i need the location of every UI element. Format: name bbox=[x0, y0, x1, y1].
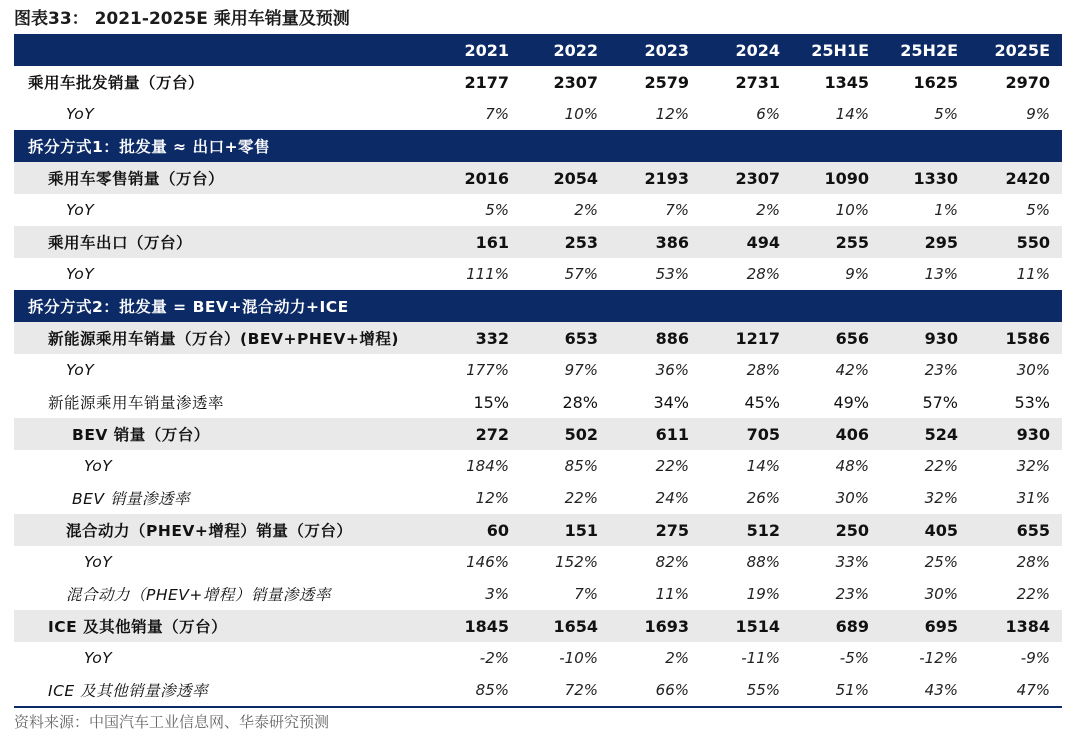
table-cell: 1514 bbox=[735, 616, 780, 636]
row-label: BEV 销量渗透率 bbox=[72, 490, 190, 508]
column-header: 2025E bbox=[994, 40, 1050, 60]
table-cell: 2579 bbox=[644, 72, 689, 92]
table-cell: 53% bbox=[1014, 392, 1050, 412]
table-row bbox=[14, 194, 1062, 226]
row-label: 乘用车出口（万台） bbox=[48, 234, 193, 252]
table-cell: 55% bbox=[746, 681, 780, 699]
table-cell: 60 bbox=[486, 520, 509, 540]
row-label: 乘用车批发销量（万台） bbox=[28, 74, 205, 92]
table-cell: 886 bbox=[655, 328, 689, 348]
table-cell: 33% bbox=[835, 553, 869, 571]
table-cell: 14% bbox=[746, 457, 780, 475]
table-cell: 255 bbox=[835, 232, 869, 252]
table-cell: 695 bbox=[924, 616, 958, 636]
table-cell: 655 bbox=[1016, 520, 1050, 540]
row-label: YoY bbox=[66, 361, 95, 379]
table-cell: 151 bbox=[564, 520, 598, 540]
table-cell: 705 bbox=[746, 424, 780, 444]
section-label: 拆分方式2：批发量 = BEV+混合动力+ICE bbox=[28, 298, 349, 316]
table-cell: 1% bbox=[934, 201, 958, 219]
table-cell: 43% bbox=[924, 681, 958, 699]
table-cell: 2% bbox=[665, 649, 689, 667]
table-cell: 653 bbox=[564, 328, 598, 348]
table-cell: 30% bbox=[1016, 361, 1050, 379]
table-cell: 48% bbox=[835, 457, 869, 475]
table-cell: 1090 bbox=[824, 168, 869, 188]
table-cell: 22% bbox=[924, 457, 958, 475]
row-label: 新能源乘用车销量（万台）(BEV+PHEV+增程) bbox=[48, 330, 399, 348]
table-header-row bbox=[14, 34, 1062, 66]
table-cell: 295 bbox=[924, 232, 958, 252]
table-row bbox=[14, 322, 1062, 354]
table-cell: 2% bbox=[574, 201, 598, 219]
table-row bbox=[14, 578, 1062, 610]
table-cell: 19% bbox=[746, 585, 780, 603]
table-cell: 5% bbox=[934, 105, 958, 123]
table-cell: 51% bbox=[835, 681, 869, 699]
table-cell: -11% bbox=[741, 649, 780, 667]
table-cell: 10% bbox=[564, 105, 598, 123]
table-cell: 524 bbox=[924, 424, 958, 444]
table-cell: 47% bbox=[1016, 681, 1050, 699]
row-label: YoY bbox=[66, 105, 95, 123]
table-cell: 97% bbox=[564, 361, 598, 379]
table-cell: 253 bbox=[564, 232, 598, 252]
section-header-row bbox=[14, 130, 1062, 162]
table-cell: 28% bbox=[746, 361, 780, 379]
column-header: 25H1E bbox=[811, 40, 869, 60]
table-cell: 88% bbox=[746, 553, 780, 571]
table-cell: 28% bbox=[562, 392, 598, 412]
table-cell: 49% bbox=[833, 392, 869, 412]
table-cell: 386 bbox=[655, 232, 689, 252]
table-cell: 23% bbox=[835, 585, 869, 603]
table-row bbox=[14, 354, 1062, 386]
table-row bbox=[14, 418, 1062, 450]
column-header: 2021 bbox=[464, 40, 509, 60]
table-cell: 930 bbox=[1016, 424, 1050, 444]
row-label: 新能源乘用车销量渗透率 bbox=[48, 394, 225, 412]
table-cell: 22% bbox=[655, 457, 689, 475]
table-cell: 72% bbox=[564, 681, 598, 699]
column-header: 25H2E bbox=[900, 40, 958, 60]
table-cell: -10% bbox=[559, 649, 598, 667]
table-cell: 82% bbox=[655, 553, 689, 571]
table-cell: 23% bbox=[924, 361, 958, 379]
table-cell: 34% bbox=[653, 392, 689, 412]
table-cell: 30% bbox=[835, 489, 869, 507]
table-cell: 550 bbox=[1016, 232, 1050, 252]
table-cell: 15% bbox=[473, 392, 509, 412]
table-cell: 2177 bbox=[464, 72, 509, 92]
table-cell: 57% bbox=[922, 392, 958, 412]
table-cell: 5% bbox=[1026, 201, 1050, 219]
table-cell: 10% bbox=[835, 201, 869, 219]
table-cell: 272 bbox=[475, 424, 509, 444]
table-cell: 2054 bbox=[553, 168, 598, 188]
table-cell: 28% bbox=[1016, 553, 1050, 571]
row-label: YoY bbox=[84, 553, 113, 571]
table-cell: 31% bbox=[1016, 489, 1050, 507]
table-row bbox=[14, 258, 1062, 290]
table-cell: 85% bbox=[564, 457, 598, 475]
table-cell: 1345 bbox=[824, 72, 869, 92]
table-cell: 12% bbox=[475, 489, 509, 507]
table-row bbox=[14, 66, 1062, 98]
table-cell: 57% bbox=[564, 265, 598, 283]
table-cell: 22% bbox=[1016, 585, 1050, 603]
section-label: 拆分方式1：批发量 ≈ 出口+零售 bbox=[28, 138, 271, 156]
table-cell: 152% bbox=[555, 553, 598, 571]
table-cell: 2193 bbox=[644, 168, 689, 188]
row-label: YoY bbox=[84, 649, 113, 667]
table-cell: 9% bbox=[845, 265, 869, 283]
table-cell: 2970 bbox=[1005, 72, 1050, 92]
table-cell: 1845 bbox=[464, 616, 509, 636]
table-cell: 30% bbox=[924, 585, 958, 603]
table-cell: 332 bbox=[475, 328, 509, 348]
table-cell: 53% bbox=[655, 265, 689, 283]
table-cell: 1217 bbox=[735, 328, 780, 348]
row-label: YoY bbox=[66, 201, 95, 219]
table-cell: 689 bbox=[835, 616, 869, 636]
table-cell: 1654 bbox=[553, 616, 598, 636]
table-cell: -2% bbox=[479, 649, 509, 667]
table-cell: 5% bbox=[485, 201, 509, 219]
table-cell: 45% bbox=[744, 392, 780, 412]
table-cell: 3% bbox=[485, 585, 509, 603]
table-cell: 2307 bbox=[553, 72, 598, 92]
table-cell: -5% bbox=[839, 649, 869, 667]
table-cell: 250 bbox=[835, 520, 869, 540]
table-cell: 7% bbox=[665, 201, 689, 219]
table-cell: 1693 bbox=[644, 616, 689, 636]
row-label: YoY bbox=[66, 265, 95, 283]
row-label: 乘用车零售销量（万台） bbox=[48, 170, 225, 188]
table-row bbox=[14, 226, 1062, 258]
table-cell: 146% bbox=[466, 553, 509, 571]
column-header: 2023 bbox=[644, 40, 689, 60]
table-row bbox=[14, 386, 1062, 418]
table-cell: 32% bbox=[1016, 457, 1050, 475]
table-cell: 611 bbox=[655, 424, 689, 444]
table-cell: 494 bbox=[746, 232, 780, 252]
table-cell: 1330 bbox=[913, 168, 958, 188]
table-cell: 177% bbox=[466, 361, 509, 379]
table-cell: 2016 bbox=[464, 168, 509, 188]
row-label: BEV 销量（万台） bbox=[72, 426, 210, 444]
table-cell: 24% bbox=[655, 489, 689, 507]
table-row bbox=[14, 642, 1062, 674]
table-cell: 184% bbox=[466, 457, 509, 475]
table-cell: 2% bbox=[756, 201, 780, 219]
table-cell: 930 bbox=[924, 328, 958, 348]
table-cell: 7% bbox=[485, 105, 509, 123]
table-cell: 1625 bbox=[913, 72, 958, 92]
table-cell: 9% bbox=[1026, 105, 1050, 123]
table-row bbox=[14, 482, 1062, 514]
table-cell: 11% bbox=[1016, 265, 1050, 283]
table-row bbox=[14, 546, 1062, 578]
table-cell: 1384 bbox=[1005, 616, 1050, 636]
figure-title: 图表33： 2021-2025E 乘用车销量及预测 bbox=[14, 9, 350, 29]
table-cell: 2420 bbox=[1005, 168, 1050, 188]
table-cell: 2731 bbox=[735, 72, 780, 92]
table-row bbox=[14, 98, 1062, 130]
column-header: 2024 bbox=[735, 40, 780, 60]
row-label: YoY bbox=[84, 457, 113, 475]
table-cell: 42% bbox=[835, 361, 869, 379]
table-cell: -12% bbox=[919, 649, 958, 667]
table-cell: 85% bbox=[475, 681, 509, 699]
row-label: 混合动力（PHEV+增程）销量渗透率 bbox=[66, 586, 331, 604]
column-header: 2022 bbox=[553, 40, 598, 60]
table-cell: 28% bbox=[746, 265, 780, 283]
table-row bbox=[14, 514, 1062, 546]
row-label: ICE 及其他销量渗透率 bbox=[48, 682, 209, 700]
table-cell: 36% bbox=[655, 361, 689, 379]
table-row bbox=[14, 674, 1062, 706]
table-cell: 22% bbox=[564, 489, 598, 507]
table-cell: 406 bbox=[835, 424, 869, 444]
table-cell: 502 bbox=[564, 424, 598, 444]
table-cell: 512 bbox=[746, 520, 780, 540]
table-cell: 656 bbox=[835, 328, 869, 348]
sales-table bbox=[14, 34, 1062, 706]
table-cell: 405 bbox=[924, 520, 958, 540]
table-cell: 6% bbox=[756, 105, 780, 123]
table-cell: 26% bbox=[746, 489, 780, 507]
table-cell: 275 bbox=[655, 520, 689, 540]
table-cell: 66% bbox=[655, 681, 689, 699]
table-cell: 161 bbox=[475, 232, 509, 252]
table-cell: 2307 bbox=[735, 168, 780, 188]
table-cell: 111% bbox=[466, 265, 509, 283]
section-header-row bbox=[14, 290, 1062, 322]
table-cell: 32% bbox=[924, 489, 958, 507]
source-note: 资料来源：中国汽车工业信息网、华泰研究预测 bbox=[14, 713, 330, 731]
table-cell: 25% bbox=[924, 553, 958, 571]
table-cell: 12% bbox=[655, 105, 689, 123]
table-row bbox=[14, 162, 1062, 194]
table-cell: -9% bbox=[1020, 649, 1050, 667]
table-bottom-rule bbox=[14, 706, 1062, 708]
row-label: 混合动力（PHEV+增程）销量（万台） bbox=[66, 522, 353, 540]
table-row bbox=[14, 450, 1062, 482]
table-cell: 7% bbox=[574, 585, 598, 603]
table-cell: 11% bbox=[655, 585, 689, 603]
row-label: ICE 及其他销量（万台） bbox=[48, 618, 228, 636]
table-cell: 14% bbox=[835, 105, 869, 123]
table-cell: 13% bbox=[924, 265, 958, 283]
table-cell: 1586 bbox=[1005, 328, 1050, 348]
table-row bbox=[14, 610, 1062, 642]
